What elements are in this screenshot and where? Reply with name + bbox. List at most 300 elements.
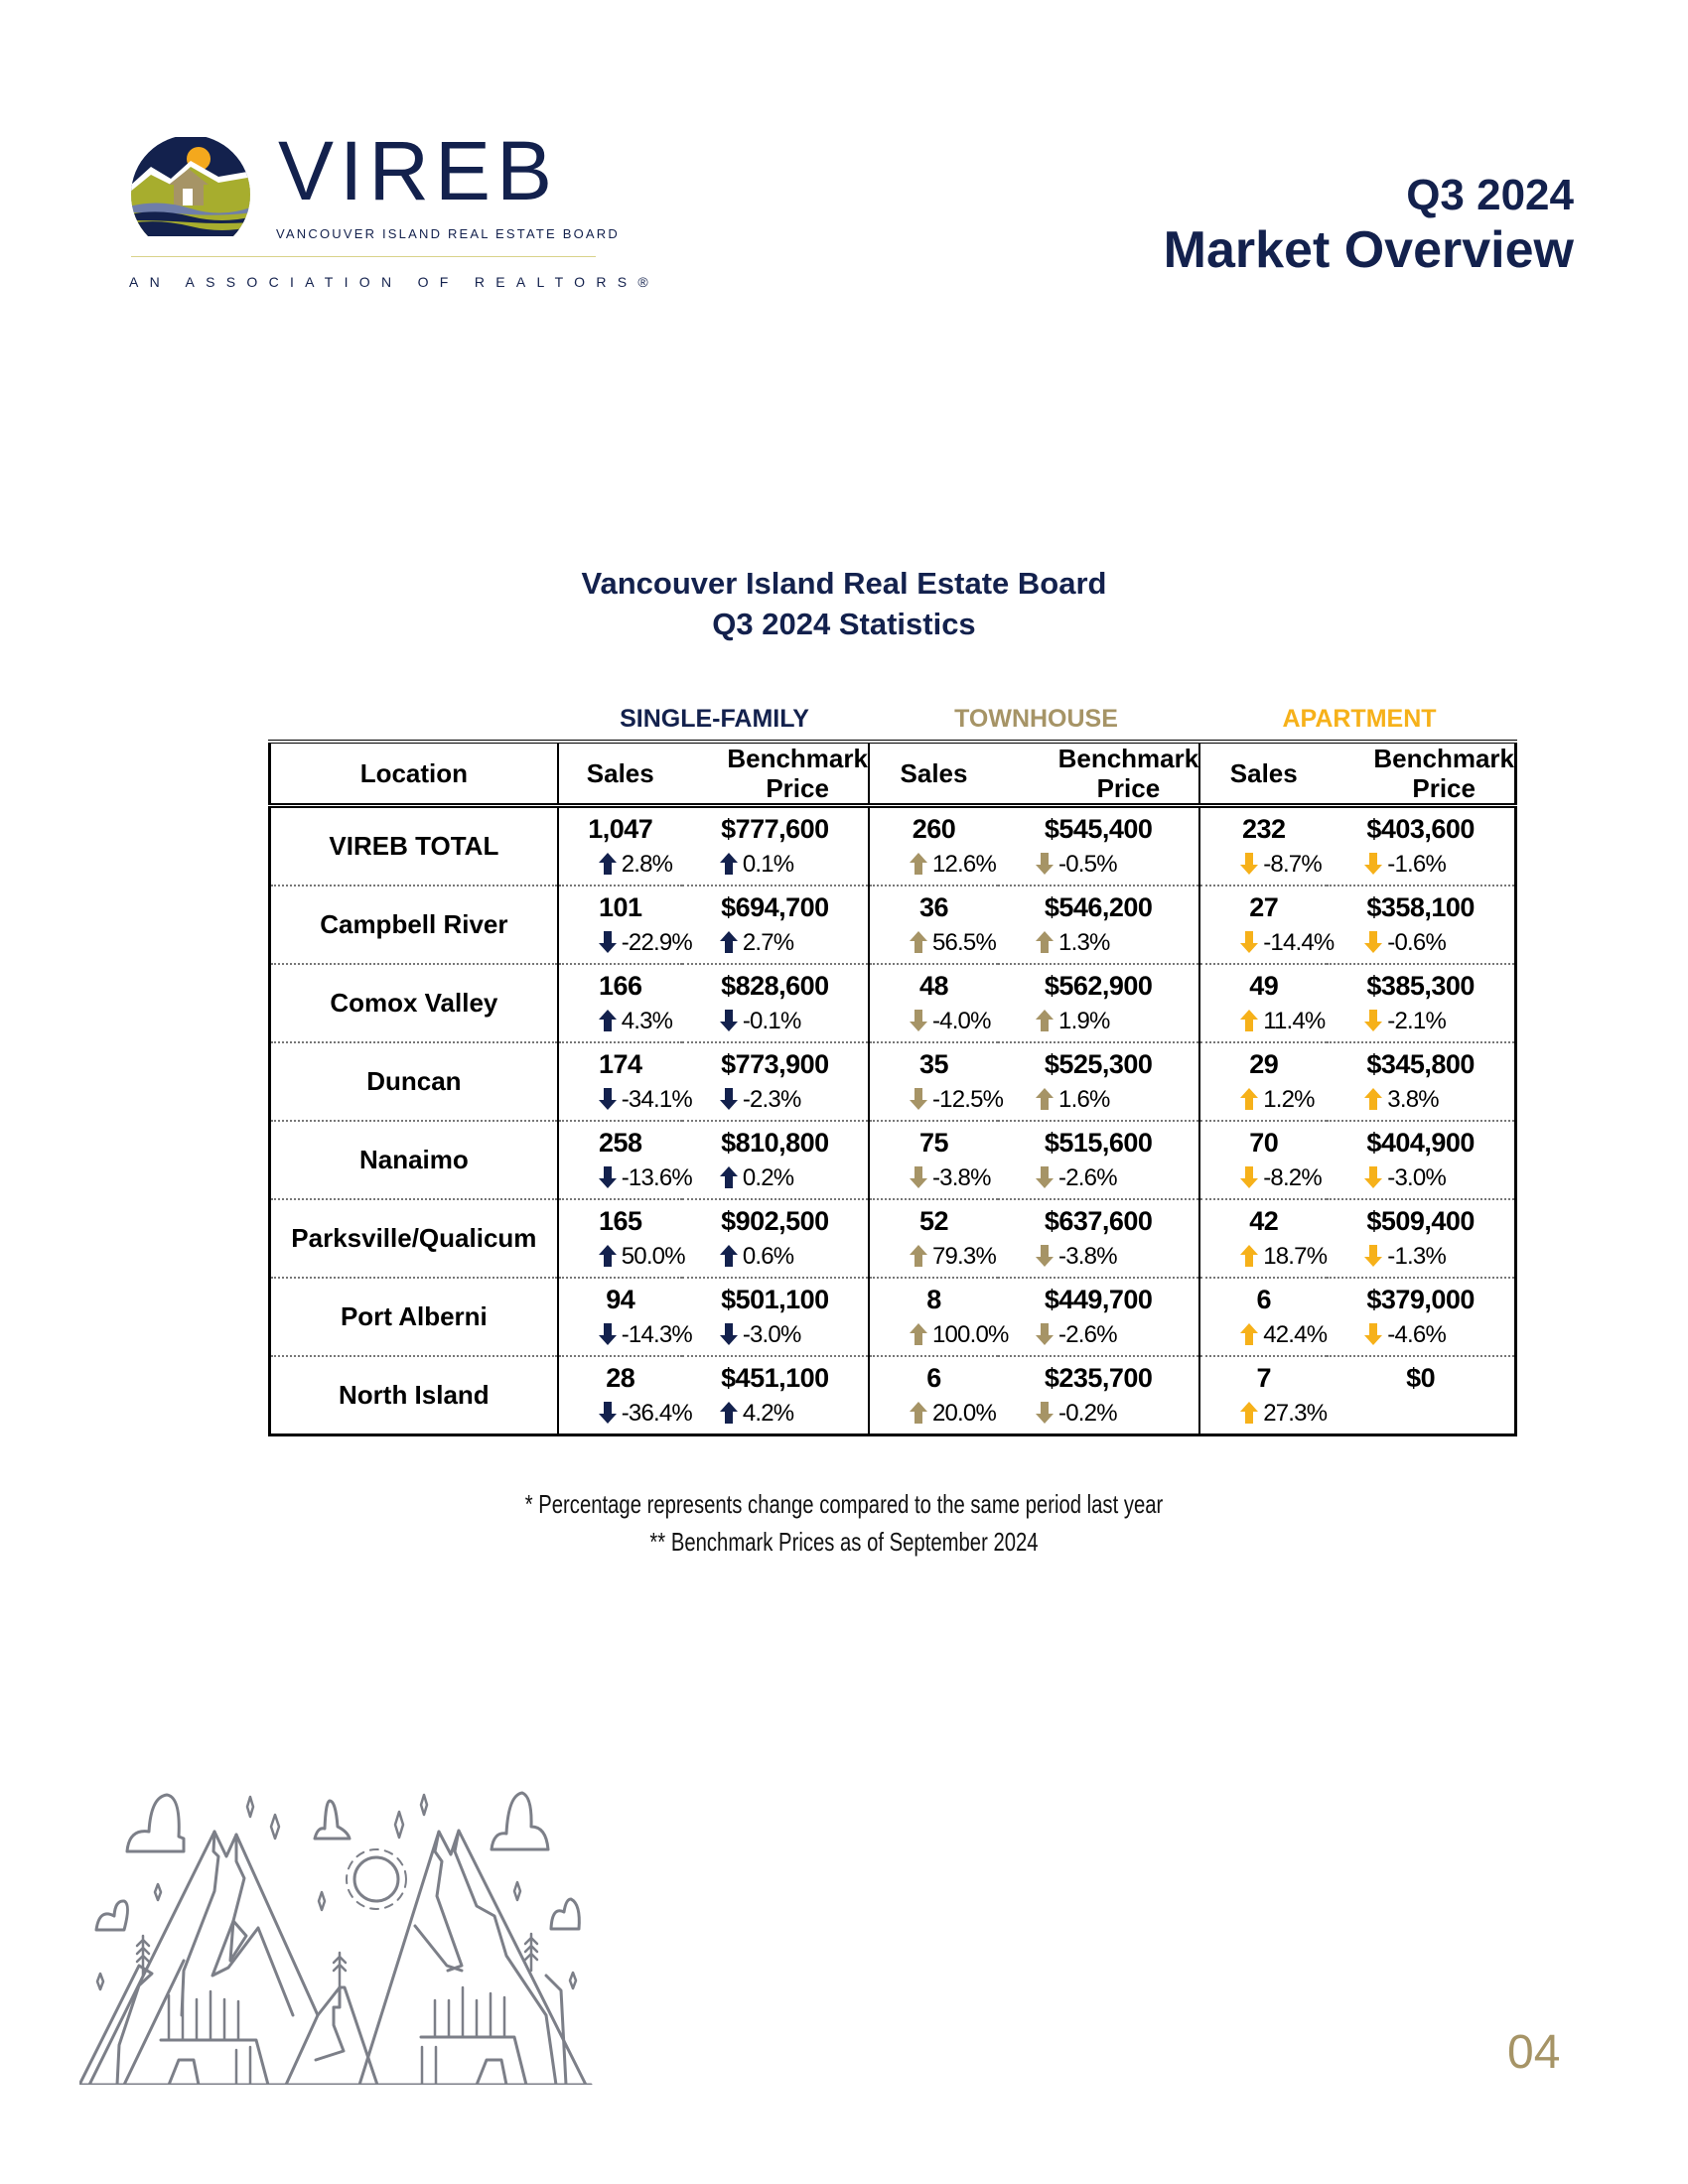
table-row — [270, 1121, 1516, 1199]
sales-value: 232 — [1241, 813, 1286, 844]
price-change — [1327, 1239, 1514, 1275]
ap-sales-cell — [1199, 806, 1327, 887]
sales-change — [870, 1396, 998, 1432]
sales-change-value: 12.6% — [931, 850, 997, 878]
price-change — [1327, 1082, 1514, 1118]
price-change-value: -3.0% — [1387, 1163, 1446, 1191]
price-change-value: 2.7% — [742, 928, 794, 956]
sales-value: 260 — [912, 813, 956, 844]
arrow-down-icon — [910, 1166, 927, 1188]
price-change-value: 0.1% — [742, 850, 794, 878]
sf-price-cell — [682, 1199, 869, 1278]
price-change — [682, 1004, 868, 1039]
sales-value: 258 — [598, 1127, 642, 1158]
sf-price-cell — [682, 1356, 869, 1435]
sales-change-value: 100.0% — [931, 1320, 1009, 1348]
benchmark-price-value: $515,600 — [1044, 1127, 1153, 1158]
table-row — [270, 964, 1516, 1042]
sales-change-value: 18.7% — [1263, 1242, 1328, 1270]
sales-change-value: -12.5% — [931, 1085, 1004, 1113]
ap-sales-cell — [1199, 1356, 1327, 1435]
price-change-value: -0.1% — [742, 1007, 801, 1034]
arrow-up-icon — [1036, 1088, 1054, 1110]
ap-price-cell — [1327, 1278, 1515, 1356]
column-header-location: Location — [270, 742, 558, 806]
th-price-cell — [998, 1199, 1199, 1278]
th-sales-cell — [869, 1199, 998, 1278]
arrow-up-icon — [1240, 1010, 1258, 1031]
sales-change — [559, 1160, 692, 1196]
price-change-value: 4.2% — [742, 1399, 794, 1427]
arrow-up-icon — [1364, 1088, 1382, 1110]
arrow-up-icon — [1240, 1245, 1258, 1267]
sales-value: 48 — [918, 970, 949, 1001]
benchmark-price-value: $637,600 — [1044, 1205, 1153, 1236]
sales-change-value: -8.2% — [1263, 1163, 1322, 1191]
price-change-value: 1.6% — [1058, 1085, 1110, 1113]
sf-sales-cell — [558, 1199, 685, 1278]
cloud-icon — [127, 1795, 184, 1851]
price-change-value: -2.3% — [742, 1085, 801, 1113]
sales-change-value: 11.4% — [1263, 1007, 1326, 1034]
price-change-value: -0.5% — [1058, 850, 1117, 878]
location-cell: VIREB TOTAL — [270, 806, 558, 887]
price-change — [1327, 847, 1514, 883]
sales-change — [870, 925, 998, 961]
sales-change — [1200, 1396, 1327, 1432]
price-change-value: -2.6% — [1058, 1163, 1117, 1191]
sales-change — [1200, 847, 1327, 883]
ap-price-cell — [1327, 964, 1515, 1042]
sales-value: 27 — [1249, 891, 1279, 922]
benchmark-price-value: $694,700 — [721, 891, 829, 922]
benchmark-price-value: $0 — [1406, 1362, 1436, 1393]
cloud-icon — [492, 1793, 548, 1849]
ap-sales-cell — [1199, 1199, 1327, 1278]
benchmark-price-value: $509,400 — [1366, 1205, 1475, 1236]
sales-change-value: -36.4% — [621, 1399, 692, 1427]
th-sales-cell — [869, 1356, 998, 1435]
price-change — [998, 1082, 1198, 1118]
location-cell: North Island — [270, 1356, 558, 1435]
benchmark-price-value: $546,200 — [1044, 891, 1153, 922]
table-row — [270, 1199, 1516, 1278]
ap-sales-cell — [1199, 886, 1335, 964]
table-header-row — [270, 742, 1516, 806]
sales-value: 28 — [606, 1362, 635, 1393]
table-title — [0, 563, 1688, 644]
arrow-down-icon — [1036, 853, 1054, 875]
arrow-down-icon — [1364, 853, 1382, 875]
sales-change — [559, 1239, 685, 1275]
ap-sales-cell — [1199, 1278, 1327, 1356]
arrow-down-icon — [1364, 1166, 1382, 1188]
th-sales-cell — [869, 806, 998, 887]
sales-change — [870, 847, 998, 883]
price-change-value: 0.2% — [742, 1163, 794, 1191]
th-price-cell — [998, 1356, 1199, 1435]
arrow-down-icon — [1364, 1010, 1382, 1031]
arrow-down-icon — [599, 1402, 617, 1424]
sales-change-value: 4.3% — [621, 1007, 673, 1034]
benchmark-label: Benchmark — [727, 744, 868, 773]
price-change — [682, 1160, 868, 1196]
sales-change-value: -14.3% — [621, 1320, 692, 1348]
arrow-up-icon — [910, 853, 927, 875]
arrow-down-icon — [599, 1323, 617, 1345]
sales-value: 52 — [918, 1205, 949, 1236]
table-row — [270, 1042, 1516, 1121]
arrow-down-icon — [1240, 853, 1258, 875]
arrow-down-icon — [1036, 1323, 1054, 1345]
ap-price-cell — [1327, 886, 1515, 964]
column-header-ap-benchmark — [1327, 742, 1515, 806]
sun-icon — [347, 1849, 406, 1909]
price-change — [998, 847, 1198, 883]
sales-change-value: -8.7% — [1263, 850, 1322, 878]
tree-icon — [137, 1934, 537, 2085]
sf-sales-cell — [558, 964, 682, 1042]
sf-sales-cell — [558, 886, 692, 964]
header-quarter: Q3 2024 — [1406, 171, 1574, 219]
sf-sales-cell — [558, 1356, 692, 1435]
sales-change — [559, 1004, 682, 1039]
th-price-cell — [998, 886, 1199, 964]
arrow-up-icon — [1240, 1088, 1258, 1110]
price-change — [682, 1239, 868, 1275]
arrow-down-icon — [1240, 1166, 1258, 1188]
benchmark-price-value: $403,600 — [1366, 813, 1475, 844]
price-change-value: -2.1% — [1387, 1007, 1446, 1034]
ap-price-cell — [1327, 1199, 1515, 1278]
sales-value: 101 — [598, 891, 642, 922]
arrow-down-icon — [599, 931, 617, 953]
sales-change — [559, 1396, 692, 1432]
price-change-value: 3.8% — [1387, 1085, 1439, 1113]
sf-price-cell — [682, 1278, 869, 1356]
price-change-value: -3.8% — [1058, 1242, 1117, 1270]
benchmark-price-value: $345,800 — [1366, 1048, 1475, 1079]
sales-value: 36 — [918, 891, 949, 922]
sales-change-value: -4.0% — [931, 1007, 991, 1034]
arrow-down-icon — [720, 1010, 738, 1031]
sales-value: 49 — [1249, 970, 1279, 1001]
arrow-up-icon — [599, 1245, 617, 1267]
benchmark-label: Benchmark — [1373, 744, 1514, 773]
benchmark-price-value: $777,600 — [721, 813, 829, 844]
arrow-down-icon — [720, 1088, 738, 1110]
th-sales-cell — [869, 1278, 1009, 1356]
sales-change — [559, 1317, 692, 1353]
sales-value: 166 — [598, 970, 642, 1001]
location-cell: Parksville/Qualicum — [270, 1199, 558, 1278]
sf-price-cell — [682, 1042, 869, 1121]
th-sales-cell — [869, 964, 998, 1042]
arrow-up-icon — [599, 1010, 617, 1031]
price-label: Price — [1096, 773, 1161, 803]
table-row — [270, 1278, 1516, 1356]
benchmark-price-value: $562,900 — [1044, 970, 1153, 1001]
table-title-line1: Vancouver Island Real Estate Board — [581, 566, 1107, 601]
th-sales-cell — [869, 1121, 998, 1199]
logo-subtitle: VANCOUVER ISLAND REAL ESTATE BOARD — [276, 226, 620, 241]
arrow-down-icon — [1364, 1323, 1382, 1345]
benchmark-price-value: $773,900 — [721, 1048, 829, 1079]
location-cell: Comox Valley — [270, 964, 558, 1042]
arrow-down-icon — [910, 1088, 927, 1110]
group-label-single-family: SINGLE-FAMILY — [620, 705, 809, 733]
price-change — [682, 847, 868, 883]
benchmark-price-value: $451,100 — [721, 1362, 829, 1393]
benchmark-price-value: $545,400 — [1044, 813, 1153, 844]
arrow-up-icon — [910, 1323, 927, 1345]
statistics-table — [268, 740, 1517, 1436]
sales-value: 94 — [606, 1284, 635, 1314]
price-change — [1327, 1396, 1514, 1432]
sales-change-value: 42.4% — [1263, 1320, 1328, 1348]
sales-change — [1200, 1082, 1327, 1118]
sales-change-value: -34.1% — [621, 1085, 692, 1113]
group-label-townhouse: TOWNHOUSE — [954, 705, 1118, 733]
cloud-icon — [551, 1899, 579, 1929]
price-label: Price — [766, 773, 829, 803]
column-header-th-benchmark — [998, 742, 1199, 806]
arrow-down-icon — [1036, 1166, 1054, 1188]
page-header — [1164, 171, 1574, 280]
ap-price-cell — [1327, 1356, 1515, 1435]
vireb-logo — [129, 124, 660, 298]
footnote-benchmark: ** Benchmark Prices as of September 2024 — [649, 1527, 1039, 1557]
benchmark-price-value: $501,100 — [721, 1284, 829, 1314]
price-change-value: 0.6% — [742, 1242, 794, 1270]
sales-value: 75 — [918, 1127, 949, 1158]
mountain-right — [359, 1831, 586, 2085]
page-number: 04 — [1507, 2026, 1561, 2079]
th-price-cell — [998, 1278, 1199, 1356]
sales-value: 29 — [1249, 1048, 1279, 1079]
benchmark-price-value: $810,800 — [721, 1127, 829, 1158]
sales-change — [870, 1004, 998, 1039]
price-change — [998, 1317, 1198, 1353]
ap-price-cell — [1327, 1042, 1515, 1121]
table-title-line2: Q3 2024 Statistics — [712, 607, 976, 641]
sales-change — [559, 847, 682, 883]
location-cell: Duncan — [270, 1042, 558, 1121]
sales-value: 7 — [1256, 1362, 1272, 1393]
sf-price-cell — [682, 964, 869, 1042]
th-price-cell — [998, 964, 1199, 1042]
sales-value: 6 — [1256, 1284, 1272, 1314]
sales-value: 174 — [598, 1048, 642, 1079]
sales-value: 35 — [918, 1048, 949, 1079]
footnote-percentage: * Percentage represents change compared to the same period last year — [524, 1489, 1164, 1519]
sf-price-cell — [682, 806, 869, 887]
group-label-apartment: APARTMENT — [1282, 705, 1437, 733]
ap-sales-cell — [1199, 1042, 1327, 1121]
price-change — [1327, 925, 1514, 961]
sales-value: 6 — [926, 1362, 941, 1393]
sales-value: 70 — [1249, 1127, 1279, 1158]
benchmark-price-value: $404,900 — [1366, 1127, 1475, 1158]
price-change — [682, 1317, 868, 1353]
plateau-detail — [169, 2060, 506, 2085]
th-sales-cell — [869, 1042, 1004, 1121]
benchmark-price-value: $525,300 — [1044, 1048, 1153, 1079]
logo-association: AN ASSOCIATION OF REALTORS® — [129, 274, 660, 290]
price-change — [998, 925, 1198, 961]
th-price-cell — [998, 806, 1199, 887]
logo-wordmark: VIREB — [278, 124, 559, 217]
sales-change-value: 2.8% — [621, 850, 673, 878]
sales-change — [559, 925, 692, 961]
arrow-up-icon — [910, 1245, 927, 1267]
th-price-cell — [998, 1042, 1199, 1121]
price-change-value: -1.6% — [1387, 850, 1446, 878]
price-label: Price — [1412, 773, 1476, 803]
sales-change — [1200, 1239, 1327, 1275]
column-header-sf-sales: Sales — [558, 742, 682, 806]
location-cell: Nanaimo — [270, 1121, 558, 1199]
arrow-up-icon — [720, 1245, 738, 1267]
benchmark-label: Benchmark — [1057, 744, 1199, 773]
cloud-icon — [315, 1801, 350, 1839]
arrow-up-icon — [599, 853, 617, 875]
page-title: Market Overview — [1163, 221, 1574, 279]
ap-sales-cell — [1199, 964, 1327, 1042]
location-cell: Port Alberni — [270, 1278, 558, 1356]
sf-sales-cell — [558, 1042, 692, 1121]
sales-change-value: -14.4% — [1263, 928, 1335, 956]
table-row — [270, 806, 1516, 887]
price-change — [998, 1004, 1198, 1039]
plateau — [161, 2037, 526, 2085]
arrow-up-icon — [720, 931, 738, 953]
arrow-up-icon — [720, 853, 738, 875]
price-change-value: -2.6% — [1058, 1320, 1117, 1348]
arrow-up-icon — [1036, 931, 1054, 953]
logo-divider — [131, 256, 596, 257]
price-change — [682, 925, 868, 961]
ap-sales-cell — [1199, 1121, 1327, 1199]
arrow-down-icon — [910, 1010, 927, 1031]
benchmark-price-value: $385,300 — [1366, 970, 1475, 1001]
sales-change — [1200, 925, 1335, 961]
sf-sales-cell — [558, 806, 682, 887]
sales-change-value: -22.9% — [621, 928, 692, 956]
arrow-up-icon — [720, 1166, 738, 1188]
sales-change-value: 27.3% — [1263, 1399, 1328, 1427]
price-change-value: -3.0% — [742, 1320, 801, 1348]
arrow-up-icon — [720, 1402, 738, 1424]
sales-change — [559, 1082, 692, 1118]
ap-price-cell — [1327, 806, 1515, 887]
price-change — [1327, 1160, 1514, 1196]
sf-sales-cell — [558, 1278, 692, 1356]
price-change — [682, 1082, 868, 1118]
sf-price-cell — [682, 1121, 869, 1199]
th-price-cell — [998, 1121, 1199, 1199]
price-change-value: -0.2% — [1058, 1399, 1117, 1427]
logo-emblem-icon — [129, 137, 253, 236]
price-change — [1327, 1317, 1514, 1353]
ap-price-cell — [1327, 1121, 1515, 1199]
price-change — [682, 1396, 868, 1432]
sales-value: 42 — [1249, 1205, 1279, 1236]
sf-sales-cell — [558, 1121, 692, 1199]
price-change — [998, 1239, 1198, 1275]
price-change-value: 1.3% — [1058, 928, 1110, 956]
benchmark-price-value: $235,700 — [1044, 1362, 1153, 1393]
arrow-up-icon — [1240, 1402, 1258, 1424]
column-header-th-sales: Sales — [869, 742, 998, 806]
cloud-icon — [96, 1901, 128, 1930]
sales-value: 165 — [598, 1205, 642, 1236]
sales-change-value: 1.2% — [1263, 1085, 1315, 1113]
sales-change — [870, 1082, 1004, 1118]
table-row — [270, 1356, 1516, 1435]
sales-change-value: 20.0% — [931, 1399, 997, 1427]
arrow-down-icon — [1240, 931, 1258, 953]
column-header-sf-benchmark — [682, 742, 869, 806]
mountain-illustration — [79, 1757, 1271, 2085]
arrow-down-icon — [599, 1088, 617, 1110]
sales-change — [1200, 1160, 1327, 1196]
arrow-down-icon — [1364, 1245, 1382, 1267]
sales-change — [870, 1317, 1009, 1353]
benchmark-price-value: $358,100 — [1366, 891, 1475, 922]
price-change-value: 1.9% — [1058, 1007, 1110, 1034]
arrow-up-icon — [1036, 1010, 1054, 1031]
arrow-down-icon — [599, 1166, 617, 1188]
sales-value: 8 — [926, 1284, 941, 1314]
sales-change-value: -3.8% — [931, 1163, 991, 1191]
price-change — [998, 1160, 1198, 1196]
arrow-up-icon — [910, 931, 927, 953]
arrow-down-icon — [1036, 1402, 1054, 1424]
arrow-up-icon — [910, 1402, 927, 1424]
benchmark-price-value: $828,600 — [721, 970, 829, 1001]
sales-change-value: 79.3% — [931, 1242, 997, 1270]
arrow-down-icon — [720, 1323, 738, 1345]
price-change-value: -4.6% — [1387, 1320, 1446, 1348]
sales-change — [1200, 1317, 1327, 1353]
sales-change — [870, 1160, 998, 1196]
column-header-ap-sales: Sales — [1199, 742, 1327, 806]
sales-change-value: 56.5% — [931, 928, 997, 956]
benchmark-price-value: $902,500 — [721, 1205, 829, 1236]
sales-change-value: 50.0% — [621, 1242, 685, 1270]
footnotes — [186, 1485, 1502, 1561]
mountain-left — [79, 1832, 318, 2085]
sales-change — [1200, 1004, 1327, 1039]
price-change — [1327, 1004, 1514, 1039]
price-change-value: -1.3% — [1387, 1242, 1446, 1270]
th-sales-cell — [869, 886, 998, 964]
arrow-down-icon — [1036, 1245, 1054, 1267]
sf-price-cell — [682, 886, 869, 964]
sales-value: 1,047 — [588, 813, 653, 844]
sales-change-value: -13.6% — [621, 1163, 692, 1191]
table-row — [270, 886, 1516, 964]
benchmark-price-value: $449,700 — [1044, 1284, 1153, 1314]
sales-change — [870, 1239, 998, 1275]
price-change — [998, 1396, 1198, 1432]
arrow-down-icon — [1364, 931, 1382, 953]
location-cell: Campbell River — [270, 886, 558, 964]
benchmark-price-value: $379,000 — [1366, 1284, 1475, 1314]
price-change-value: -0.6% — [1387, 928, 1446, 956]
arrow-up-icon — [1240, 1323, 1258, 1345]
